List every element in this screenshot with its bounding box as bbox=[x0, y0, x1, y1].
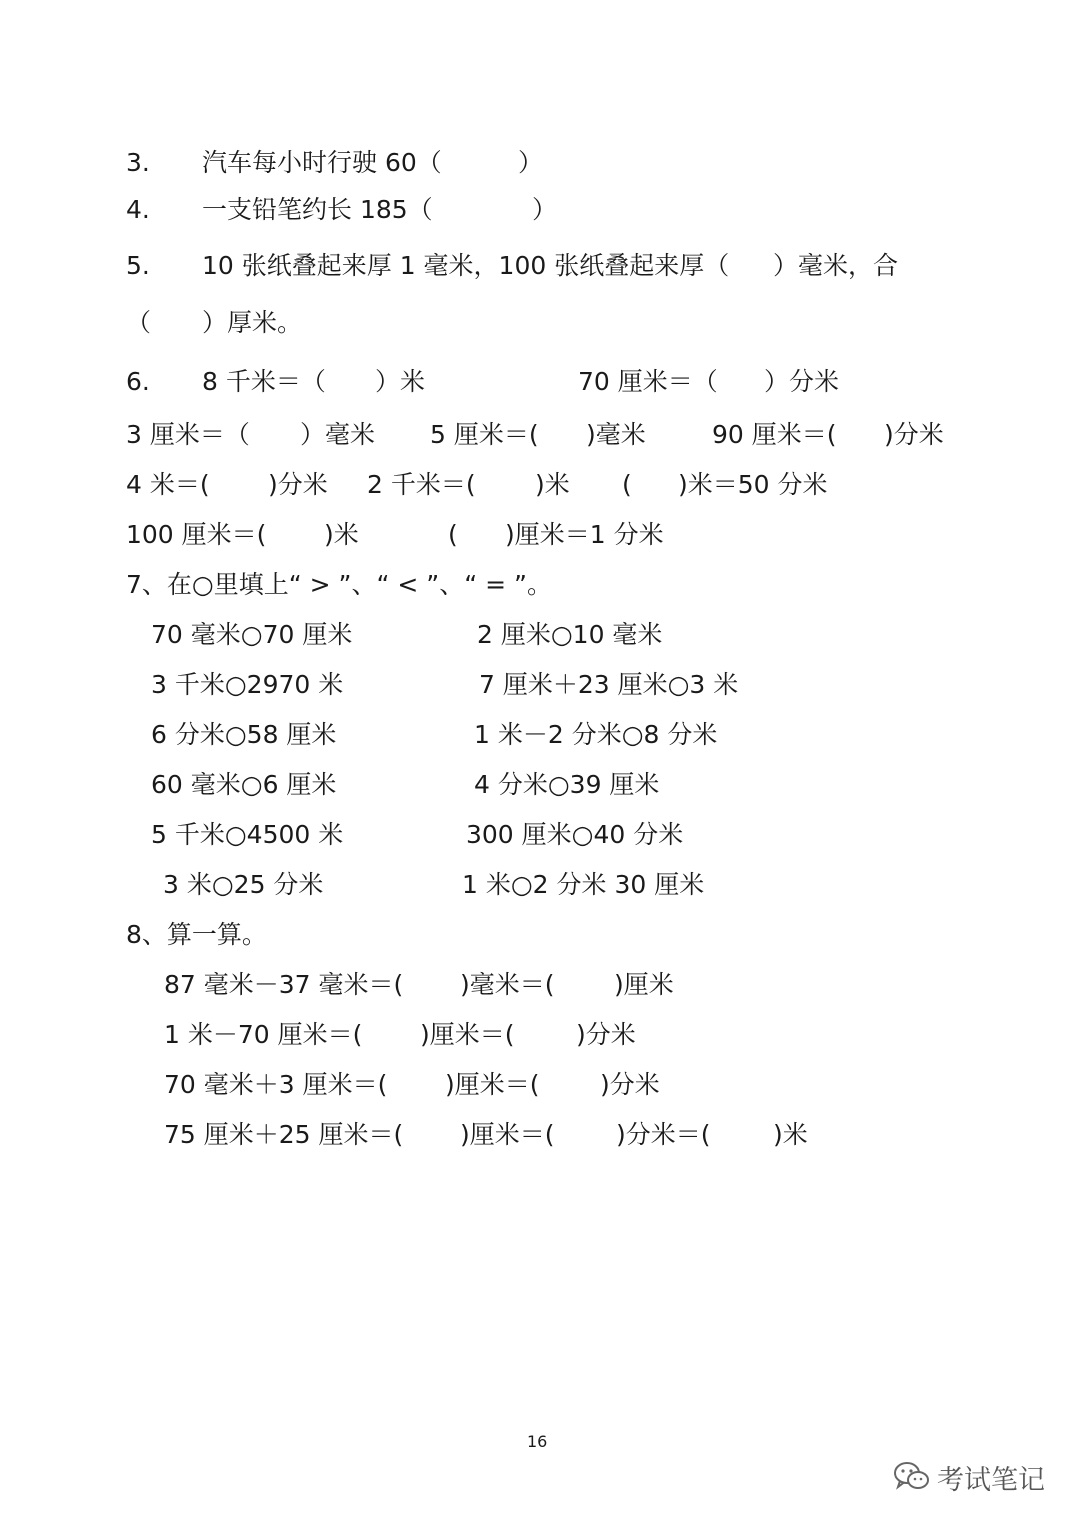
q7-left-item: 70 毫米○70 厘米 bbox=[151, 620, 353, 649]
q6-r1c2a: 70 厘米＝（ bbox=[578, 367, 718, 396]
q3-number: 3. bbox=[126, 148, 150, 177]
q8-r4c: )分米＝( bbox=[616, 1120, 711, 1149]
q6-r4c1a: 100 厘米＝( bbox=[126, 520, 267, 549]
q6-r3c2b: )米 bbox=[535, 470, 570, 499]
q6-r2c2b: )毫米 bbox=[586, 420, 646, 449]
q8-r1a: 87 毫米－37 毫米＝( bbox=[164, 970, 404, 999]
page-number: 16 bbox=[527, 1432, 548, 1451]
q6-r2c1b: ）毫米 bbox=[300, 420, 376, 449]
q4-text: 一支铅笔约长 185（ bbox=[202, 195, 433, 224]
q6-r3c3b: )米＝50 分米 bbox=[678, 470, 828, 499]
q6-r3c3a: ( bbox=[622, 470, 632, 499]
q7-right-item: 2 厘米○10 毫米 bbox=[477, 620, 663, 649]
q8-r4a: 75 厘米＋25 厘米＝( bbox=[164, 1120, 404, 1149]
q6-r2c1a: 3 厘米＝（ bbox=[126, 420, 250, 449]
q7-right-item: 7 厘米＋23 厘米○3 米 bbox=[479, 670, 739, 699]
q8-r2b: )厘米＝( bbox=[420, 1020, 515, 1049]
q8-r2c: )分米 bbox=[576, 1020, 636, 1049]
q3-text: 汽车每小时行驶 60（ bbox=[202, 148, 442, 177]
q6-r1c1a: 8 千米＝（ bbox=[202, 367, 326, 396]
q8-r4d: )米 bbox=[773, 1120, 808, 1149]
q5-line2b: ）厚米。 bbox=[202, 308, 303, 337]
q6-number: 6. bbox=[126, 367, 150, 396]
q8-r3c: )分米 bbox=[600, 1070, 660, 1099]
q8-r1b: )毫米＝( bbox=[460, 970, 555, 999]
q4-number: 4. bbox=[126, 195, 150, 224]
q7-right-item: 1 米○2 分米 30 厘米 bbox=[462, 870, 705, 899]
q8-r1c: )厘米 bbox=[614, 970, 674, 999]
q5-line1b: ）毫米，合 bbox=[773, 251, 899, 280]
q5-line1a: 10 张纸叠起来厚 1 毫米，100 张纸叠起来厚（ bbox=[202, 251, 730, 280]
q7-left-item: 60 毫米○6 厘米 bbox=[151, 770, 337, 799]
q6-r1c1b: ）米 bbox=[375, 367, 426, 396]
q8-r3b: )厘米＝( bbox=[445, 1070, 540, 1099]
q8-r2a: 1 米－70 厘米＝( bbox=[164, 1020, 363, 1049]
q6-r4c1b: )米 bbox=[324, 520, 359, 549]
q6-r3c1a: 4 米＝( bbox=[126, 470, 210, 499]
q7-right-item: 1 米－2 分米○8 分米 bbox=[474, 720, 718, 749]
q5-line2a: （ bbox=[126, 308, 152, 337]
q4-close-paren: ） bbox=[532, 195, 558, 224]
q7-left-item: 3 米○25 分米 bbox=[163, 870, 324, 899]
watermark-text: 考试笔记 bbox=[937, 1465, 1045, 1496]
q7-right-item: 300 厘米○40 分米 bbox=[466, 820, 684, 849]
q7-title: 7、在○里填上“ > ”、“ < ”、“ = ”。 bbox=[126, 570, 552, 599]
q5-number: 5. bbox=[126, 251, 150, 280]
q3-close-paren: ） bbox=[518, 148, 544, 177]
q7-left-item: 5 千米○4500 米 bbox=[151, 820, 344, 849]
wechat-icon bbox=[893, 1460, 931, 1496]
q6-r4c2a: ( bbox=[448, 520, 458, 549]
q7-left-item: 3 千米○2970 米 bbox=[151, 670, 344, 699]
q7-right-item: 4 分米○39 厘米 bbox=[474, 770, 660, 799]
q7-left-item: 6 分米○58 厘米 bbox=[151, 720, 337, 749]
q6-r2c2a: 5 厘米＝( bbox=[430, 420, 539, 449]
q6-r3c1b: )分米 bbox=[268, 470, 328, 499]
q6-r2c3a: 90 厘米＝( bbox=[712, 420, 837, 449]
q6-r2c3b: )分米 bbox=[884, 420, 944, 449]
q6-r1c2b: ）分米 bbox=[764, 367, 840, 396]
q6-r4c2b: )厘米＝1 分米 bbox=[505, 520, 664, 549]
q8-r4b: )厘米＝( bbox=[460, 1120, 555, 1149]
watermark bbox=[893, 1458, 1045, 1497]
q8-title: 8、算一算。 bbox=[126, 920, 267, 949]
q8-r3a: 70 毫米＋3 厘米＝( bbox=[164, 1070, 388, 1099]
q6-r3c2a: 2 千米＝( bbox=[367, 470, 476, 499]
